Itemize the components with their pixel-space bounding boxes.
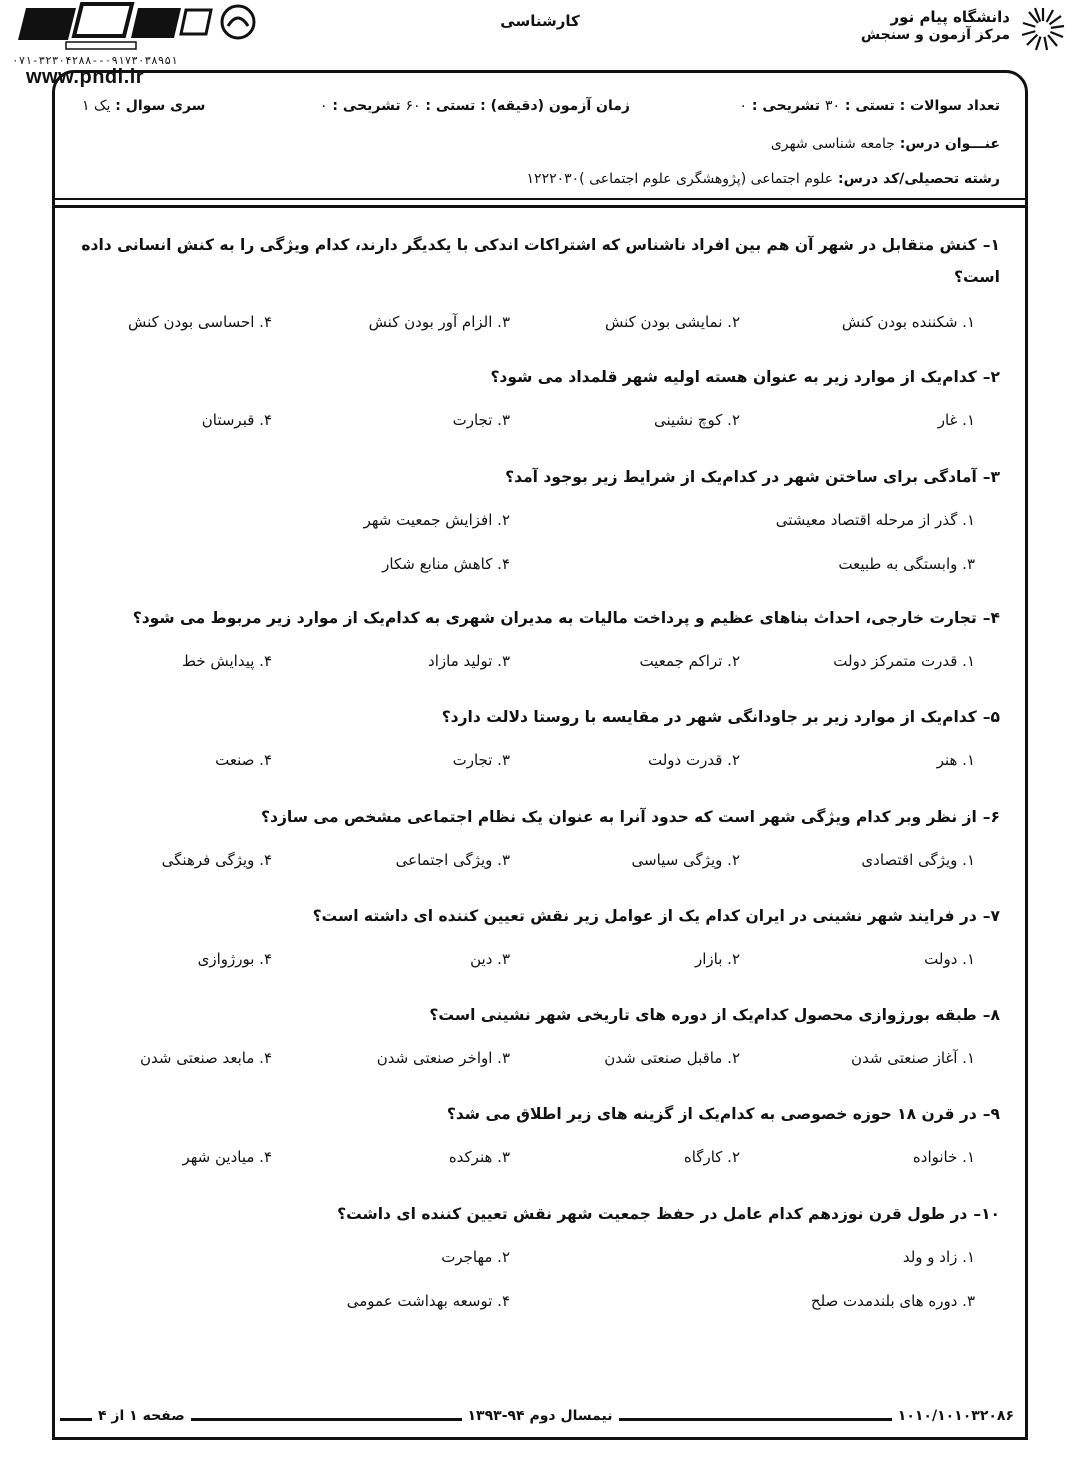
question-5: ۵–کدام‌یک از موارد زیر بر جاودانگی شهر در مقایسه با روستا دلالت دارد؟	[441, 708, 1000, 726]
q7-option-3[interactable]: ۳. دین	[470, 950, 510, 968]
question-2: ۲–کدام‌یک از موارد زیر به عنوان هسته اولیه شهر قلمداد می شود؟	[490, 368, 1000, 386]
brand-website-link[interactable]: www.pndl.ir	[26, 66, 145, 88]
q4-option-1[interactable]: ۱. قدرت متمرکز دولت	[833, 652, 975, 670]
q9-option-3[interactable]: ۳. هنرکده	[448, 1148, 510, 1166]
info-divider	[55, 198, 1025, 200]
q3-option-3[interactable]: ۳. وابستگی به طبیعت	[838, 555, 975, 573]
q7-option-1[interactable]: ۱. دولت	[924, 950, 975, 968]
q2-option-4[interactable]: ۴. قبرستان	[201, 411, 272, 429]
q8-option-3[interactable]: ۳. اواخر صنعتی شدن	[376, 1049, 510, 1067]
q5-option-2[interactable]: ۲. قدرت دولت	[648, 751, 740, 769]
q3-option-1[interactable]: ۱. گذر از مرحله اقتصاد معیشتی	[775, 511, 975, 529]
q4-option-4[interactable]: ۴. پیدایش خط	[182, 652, 272, 670]
field-and-course-code: رشته تحصیلی/کد درس: علوم اجتماعی (پژوهشگری علوم اجتماعی )۱۲۲۲۰۳۰	[526, 171, 1000, 187]
question-1: ۱–کنش متقابل در شهر آن هم بین افراد ناشناس که اشتراکات اندکی با یکدیگر دارند، کدام ویژگی را به کنش انسانی داده است؟	[81, 236, 1000, 286]
q3-option-2[interactable]: ۲. افزایش جمعیت شهر	[363, 511, 510, 529]
q1-option-3[interactable]: ۳. الزام آور بودن کنش	[368, 313, 510, 331]
q7-option-4[interactable]: ۴. بورژوازی	[197, 950, 272, 968]
course-title: عنـــوان درس: جامعه شناسی شهری	[770, 136, 1000, 152]
brand-logo-icon	[6, 0, 268, 52]
q8-option-4[interactable]: ۴. مابعد صنعتی شدن	[139, 1049, 272, 1067]
question-series: سری سوال : یک ۱	[82, 98, 206, 114]
footer-code: ۱۰۱۰/۱۰۱۰۳۲۰۸۶	[892, 1408, 1020, 1424]
question-3: ۳–آمادگی برای ساختن شهر در کدام‌یک از شرایط زیر بوجود آمد؟	[505, 468, 1000, 486]
assessment-center-name: مرکز آزمون و سنجش	[860, 27, 1010, 43]
q9-option-1[interactable]: ۱. خانواده	[912, 1148, 975, 1166]
q7-option-2[interactable]: ۲. بازار	[695, 950, 740, 968]
q8-option-1[interactable]: ۱. آغاز صنعتی شدن	[851, 1049, 975, 1067]
footer-semester: نیمسال دوم ۹۴-۱۳۹۳	[462, 1408, 619, 1424]
q10-option-3[interactable]: ۳. دوره های بلندمدت صلح	[810, 1292, 975, 1310]
university-name: دانشگاه پیام نور	[890, 8, 1010, 26]
q5-option-3[interactable]: ۳. تجارت	[452, 751, 510, 769]
q6-option-2[interactable]: ۲. ویژگی سیاسی	[631, 851, 740, 869]
q6-option-1[interactable]: ۱. ویژگی اقتصادی	[861, 851, 975, 869]
q5-option-1[interactable]: ۱. هنر	[936, 751, 975, 769]
question-10: ۱۰–در طول قرن نوزدهم کدام عامل در حفظ جمعیت شهر نقش تعیین کننده ای داشت؟	[337, 1205, 1000, 1223]
question-4: ۴–تجارت خارجی، احداث بناهای عظیم و پرداخت مالیات به مدیران شهری به کدام‌یک از موارد زیر مربوط می شود؟	[132, 609, 1000, 627]
q3-option-4[interactable]: ۴. کاهش منابع شکار	[382, 555, 510, 573]
q9-option-4[interactable]: ۴. میادین شهر	[182, 1148, 272, 1166]
degree-title: کارشناسی	[500, 12, 580, 30]
q1-option-1[interactable]: ۱. شکننده بودن کنش	[841, 313, 975, 331]
q2-option-2[interactable]: ۲. کوچ نشینی	[653, 411, 740, 429]
question-8: ۸–طبقه بورژوازی محصول کدام‌یک از دوره های تاریخی شهر نشینی است؟	[429, 1006, 1000, 1024]
q10-option-2[interactable]: ۲. مهاجرت	[441, 1248, 510, 1266]
q1-option-2[interactable]: ۲. نمایشی بودن کنش	[604, 313, 740, 331]
q4-option-3[interactable]: ۳. تولید مازاد	[428, 652, 510, 670]
q1-option-4[interactable]: ۴. احساسی بودن کنش	[127, 313, 272, 331]
q5-option-4[interactable]: ۴. صنعت	[215, 751, 272, 769]
brand-phone: ۰۷۱-۳۲۳۰۴۲۸۸--۰۹۱۷۳۰۳۸۹۵۱	[12, 54, 178, 67]
footer-page-number: صفحه ۱ از ۴	[92, 1408, 191, 1424]
q6-option-4[interactable]: ۴. ویژگی فرهنگی	[161, 851, 272, 869]
info-divider-bold	[55, 205, 1025, 208]
question-7: ۷–در فرایند شهر نشینی در ایران کدام یک از عوامل زیر نقش تعیین کننده ای داشته است؟	[312, 907, 1000, 925]
question-6: ۶–از نظر وبر کدام ویژگی شهر است که حدود آنرا به عنوان یک نظام اجتماعی مشخص می سازد؟	[261, 808, 1000, 826]
q9-option-2[interactable]: ۲. کارگاه	[683, 1148, 740, 1166]
q2-option-3[interactable]: ۳. تجارت	[452, 411, 510, 429]
q10-option-4[interactable]: ۴. توسعه بهداشت عمومی	[346, 1292, 510, 1310]
q10-option-1[interactable]: ۱. زاد و ولد	[902, 1248, 975, 1266]
question-9: ۹–در قرن ۱۸ حوزه خصوصی به کدام‌یک از گزینه های زیر اطلاق می شد؟	[446, 1105, 1000, 1123]
q4-option-2[interactable]: ۲. تراکم جمعیت	[639, 652, 740, 670]
question-count: تعداد سوالات : تستی : ۳۰ تشریحی : ۰	[739, 98, 1000, 114]
exam-time: زمان آزمون (دقیقه) : تستی : ۶۰ تشریحی : ۰	[320, 98, 630, 114]
q6-option-3[interactable]: ۳. ویژگی اجتماعی	[395, 851, 510, 869]
q2-option-1[interactable]: ۱. غار	[937, 411, 975, 429]
q8-option-2[interactable]: ۲. ماقبل صنعتی شدن	[604, 1049, 740, 1067]
